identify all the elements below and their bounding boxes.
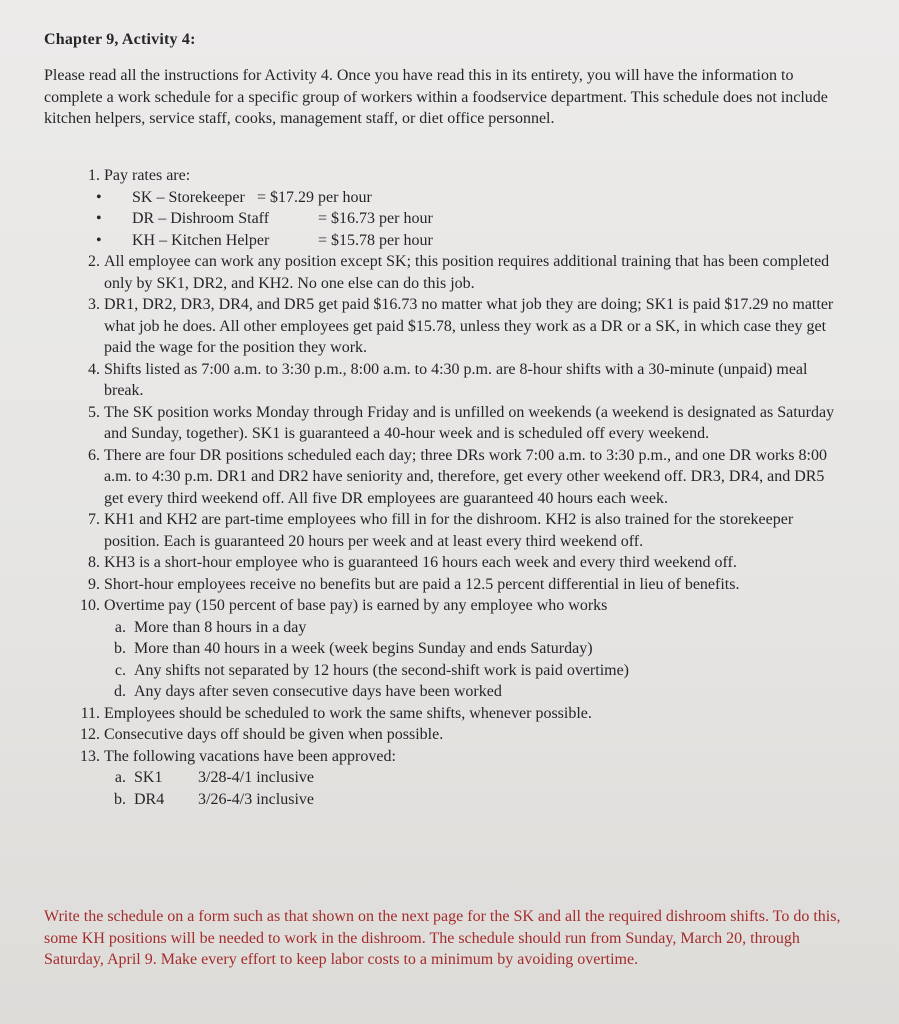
list-item bbox=[74, 552, 844, 574]
list-item bbox=[74, 445, 844, 510]
vacation-employee: SK1 bbox=[134, 769, 163, 786]
list-number: 3. bbox=[88, 296, 100, 313]
list-item bbox=[74, 402, 844, 445]
rate-value: = $15.78 per hour bbox=[318, 231, 433, 249]
pay-rate-row bbox=[74, 187, 844, 209]
list-text: There are four DR positions scheduled each day; three DRs work 7:00 a.m. to 3:30 p.m., and one DR works 8:00 a.m. to 4:30 p.m. DR1 and DR2 have seniority and, therefore, get every other weekend off. DR3, DR4, and DR5 get every third weekend off. All five DR employees are guaranteed 40 hours each week. bbox=[104, 446, 827, 507]
overtime-subitem bbox=[74, 681, 844, 703]
vacation-row bbox=[74, 767, 844, 789]
list-item bbox=[74, 574, 844, 596]
list-number: 5. bbox=[88, 403, 100, 421]
list-item bbox=[74, 165, 844, 187]
instruction-list bbox=[74, 165, 844, 810]
subitem-text: Any days after seven consecutive days have been worked bbox=[134, 683, 502, 700]
rate-label: SK – Storekeeper bbox=[132, 188, 245, 206]
list-item bbox=[74, 746, 844, 768]
intro-paragraph: Please read all the instructions for Activity 4. Once you have read this in its entirety, you will have the information to complete a work schedule for a specific group of workers within a foodservice department. This schedule does not include kitchen helpers, service staff, cooks, management staff, or diet office personnel. bbox=[44, 67, 828, 127]
list-text: KH1 and KH2 are part-time employees who fill in for the dishroom. KH2 is also trained for the storekeeper position. Each is guaranteed 20 hours per week and at least every third weekend off. bbox=[104, 511, 794, 550]
subitem-letter: c. bbox=[114, 661, 126, 679]
list-number: 12. bbox=[80, 726, 100, 743]
vacation-row bbox=[74, 789, 844, 811]
subitem-letter: b. bbox=[114, 640, 126, 657]
list-item bbox=[74, 251, 844, 294]
list-text: All employee can work any position except SK; this position requires additional training that has been completed only by SK1, DR2, and KH2. No one else can do this job. bbox=[104, 253, 830, 292]
subitem-letter: d. bbox=[114, 683, 126, 700]
list-text: DR1, DR2, DR3, DR4, and DR5 get paid $16.73 no matter what job they are doing; SK1 is paid $17.29 no matter what job he does. All other employees get paid $15.78, unless they work as a DR or a SK, in which case they get paid the wage for the position they work. bbox=[104, 296, 834, 356]
vacation-letter: a. bbox=[114, 769, 126, 786]
list-text: Short-hour employees receive no benefits but are paid a 12.5 percent differential in lieu of benefits. bbox=[104, 575, 740, 593]
rate-label: DR – Dishroom Staff bbox=[132, 210, 270, 227]
list-number: 8. bbox=[88, 554, 100, 571]
list-number: 7. bbox=[88, 511, 100, 528]
page-title: Chapter 9, Activity 4: bbox=[44, 31, 196, 48]
list-text: KH3 is a short-hour employee who is guaranteed 16 hours each week and every third weekend off. bbox=[104, 554, 737, 571]
overtime-subitem bbox=[74, 617, 844, 639]
list-number: 13. bbox=[80, 747, 100, 765]
list-text: Shifts listed as 7:00 a.m. to 3:30 p.m., 8:00 a.m. to 4:30 p.m. are 8-hour shifts with a 30-minute (unpaid) meal break. bbox=[104, 360, 808, 399]
rate-value: = $16.73 per hour bbox=[318, 210, 433, 227]
list-text: Employees should be scheduled to work the same shifts, whenever possible. bbox=[104, 704, 592, 722]
bullet-icon: • bbox=[96, 231, 102, 249]
list-number: 10. bbox=[80, 597, 100, 614]
list-item bbox=[74, 703, 844, 725]
rate-label: KH – Kitchen Helper bbox=[132, 231, 270, 249]
list-text: The following vacations have been approved: bbox=[104, 747, 396, 765]
vacation-letter: b. bbox=[114, 790, 126, 808]
subitem-text: Any shifts not separated by 12 hours (the second-shift work is paid overtime) bbox=[134, 661, 630, 679]
list-item bbox=[74, 509, 844, 552]
list-text: The SK position works Monday through Friday and is unfilled on weekends (a weekend is designated as Saturday and Sunday, together). SK1 is guaranteed a 40-hour week and is scheduled off every weekend. bbox=[104, 403, 835, 442]
subitem-letter: a. bbox=[114, 618, 126, 636]
list-text: Consecutive days off should be given when possible. bbox=[104, 726, 444, 743]
bullet-icon: • bbox=[96, 188, 102, 206]
subitem-text: More than 8 hours in a day bbox=[134, 618, 307, 636]
list-number: 4. bbox=[88, 360, 100, 378]
list-number: 1. bbox=[88, 167, 100, 184]
list-number: 6. bbox=[88, 446, 100, 464]
subitem-text: More than 40 hours in a week (week begins Sunday and ends Saturday) bbox=[134, 640, 593, 657]
bullet-icon: • bbox=[96, 210, 102, 227]
list-number: 2. bbox=[88, 253, 100, 270]
vacation-dates: 3/26-4/3 inclusive bbox=[198, 790, 314, 808]
pay-rate-row bbox=[74, 208, 844, 230]
schedule-instructions-note: Write the schedule on a form such as that shown on the next page for the SK and all the required dishroom shifts. To do this, some KH positions will be needed to work in the dishroom. The schedule should run from Sunday, March 20, through Saturday, April 9. Make every effort to keep labor costs to a minimum by avoiding overtime. bbox=[44, 908, 841, 968]
list-item bbox=[74, 724, 844, 746]
list-text: Overtime pay (150 percent of base pay) is earned by any employee who works bbox=[104, 597, 608, 614]
list-number: 11. bbox=[80, 704, 100, 722]
rate-value: = $17.29 per hour bbox=[257, 188, 372, 206]
list-item bbox=[74, 359, 844, 402]
list-text: Pay rates are: bbox=[104, 167, 191, 184]
overtime-subitem bbox=[74, 638, 844, 660]
vacation-dates: 3/28-4/1 inclusive bbox=[198, 769, 314, 786]
list-item bbox=[74, 595, 844, 617]
list-item bbox=[74, 294, 844, 359]
pay-rate-row bbox=[74, 230, 844, 252]
list-number: 9. bbox=[88, 575, 100, 593]
overtime-subitem bbox=[74, 660, 844, 682]
vacation-employee: DR4 bbox=[134, 790, 165, 808]
